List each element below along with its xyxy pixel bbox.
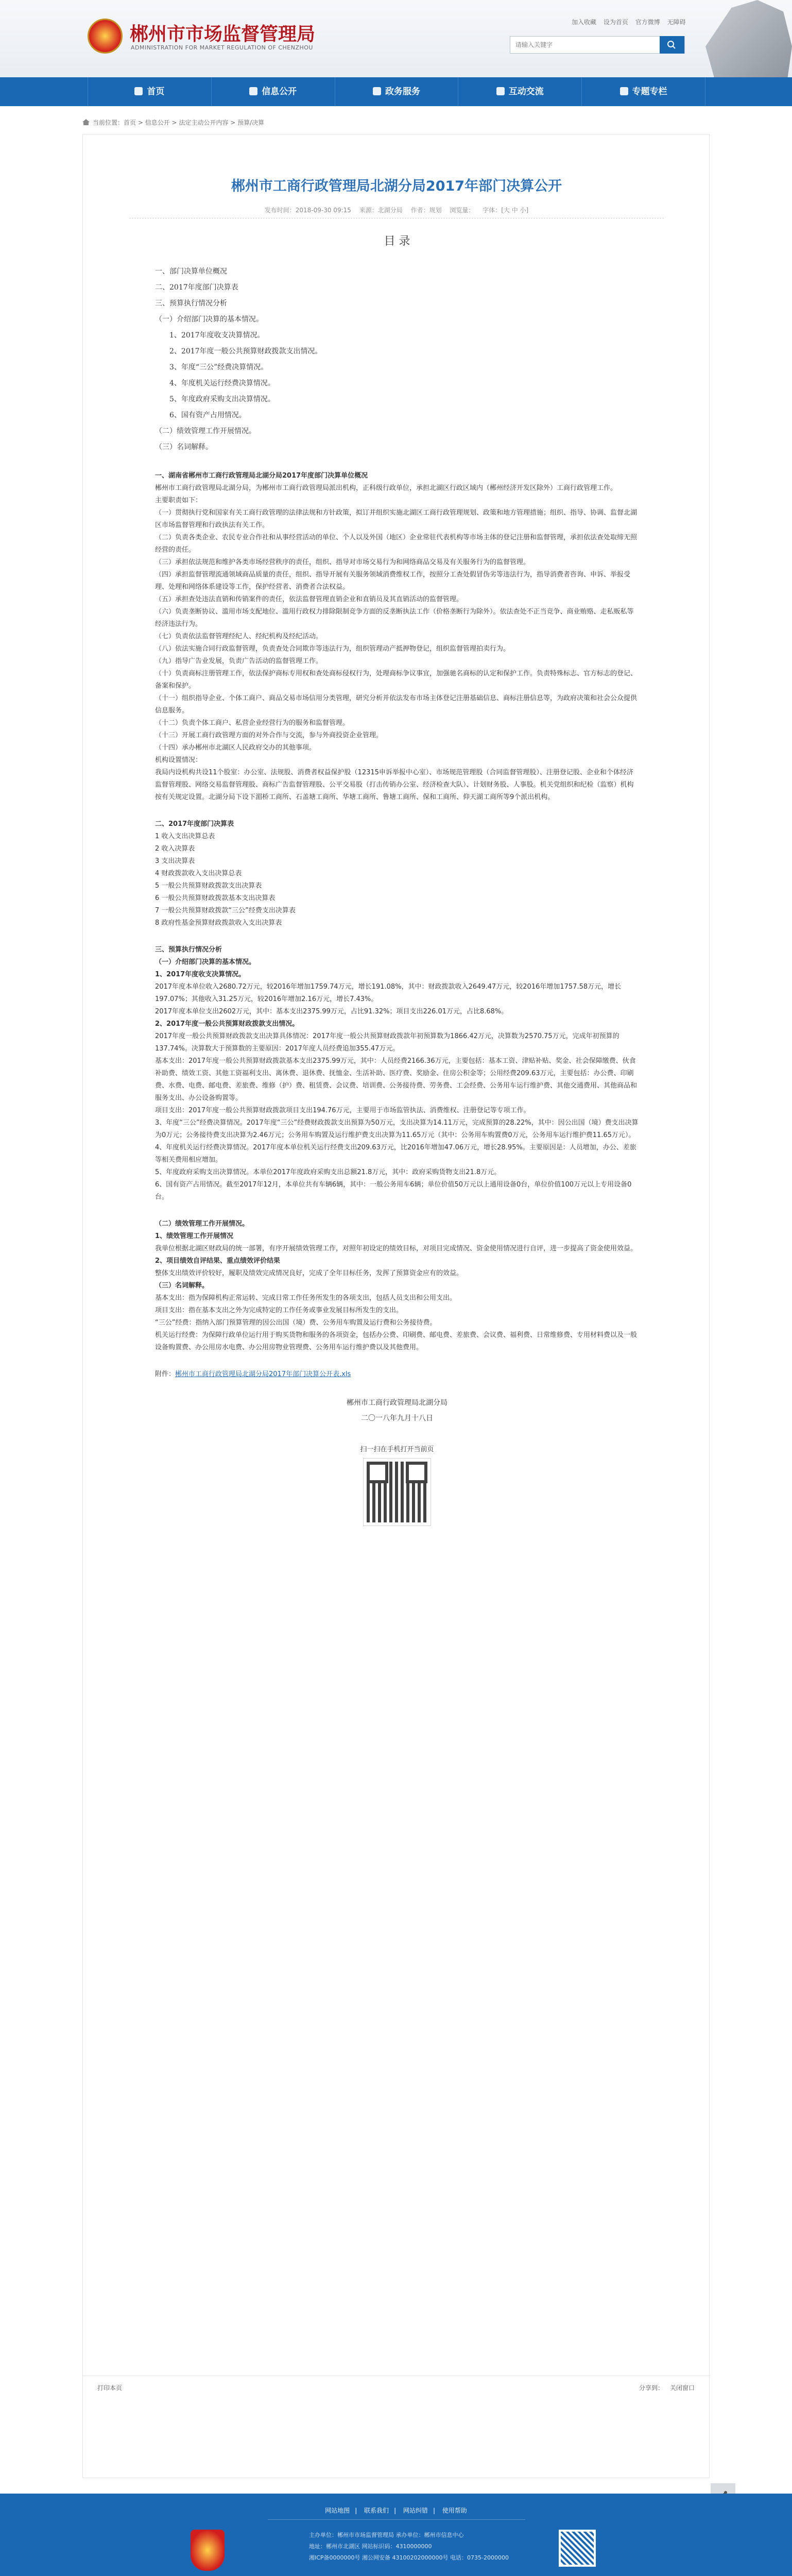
signature-org: 郴州市工商行政管理局北湖分局 xyxy=(347,1399,447,1407)
chat-icon xyxy=(496,87,505,95)
toc-item: 5、年度政府采购支出决算情况。 xyxy=(169,395,275,403)
paragraph: 2017年度本单位支出2602万元，其中：基本支出2375.99万元，占比91.32%；项目支出226.01万元，占比8.68%。 xyxy=(155,1008,508,1015)
list-item: 4 财政拨款收入支出决算总表 xyxy=(155,870,242,877)
paragraph: 主要职责如下： xyxy=(155,497,202,504)
list-item: 2 收入决算表 xyxy=(155,845,195,853)
main-nav xyxy=(0,77,792,106)
section-2 xyxy=(155,818,639,929)
paragraph: （六）负责垄断协议、滥用市场支配地位、滥用行政权力排除限制竞争方面的反垄断执法工作（价格垄断行为除外）。依法查处不正当竞争、商业贿赂、走私贩私等经济违法行为。 xyxy=(155,608,634,628)
paragraph: （十二）负责个体工商户、私营企业经营行为的服务和监督管理。 xyxy=(155,719,350,727)
paragraph: 机关运行经费：为保障行政单位运行用于购买货物和服务的各项资金，包括办公费、印刷费、邮电费、差旅费、会议费、福利费、日常维修费、专用材料费以及一般设备购置费、办公用房水电费、办公用房物业管理费、公务用车运行维护费以及其他费用。 xyxy=(155,1331,638,1351)
paragraph: （九）指导广告业发展，负责广告活动的监督管理工作。 xyxy=(155,657,323,665)
footer-link-report-error[interactable]: 网站纠错 xyxy=(403,2507,428,2514)
list-item: 8 政府性基金预算财政拨款收入支出决算表 xyxy=(155,919,282,927)
site-footer xyxy=(0,2494,792,2576)
footer-link-contact[interactable]: 联系我们 xyxy=(364,2507,389,2514)
paragraph: （四）承担监督管理流通领域商品质量的责任，组织、指导开展有关服务领域消费维权工作，按照分工查处假冒伪劣等违法行为，指导消费者咨询、申诉、举报受理、处理和网络体系建设等工作，保护经营者、消费者合法权益。 xyxy=(155,571,631,591)
paragraph: 机构设置情况： xyxy=(155,756,202,764)
toc-item: 一、部门决算单位概况 xyxy=(155,267,227,276)
search-icon xyxy=(667,40,676,49)
nav-interaction[interactable]: 互动交流 xyxy=(458,77,582,106)
signature xyxy=(155,1395,639,1426)
toc-item: 2、2017年度一般公共预算财政拨款支出情况。 xyxy=(169,347,322,355)
article-body xyxy=(155,227,639,1526)
top-links xyxy=(572,18,691,26)
paragraph: 2、项目绩效自评结果、重点绩效评价结果 xyxy=(155,1257,281,1265)
top-link-favorite[interactable]: 加入收藏 xyxy=(572,19,597,26)
section-heading: （二）绩效管理工作开展情况。 xyxy=(155,1220,249,1228)
paragraph: 项目支出：指在基本支出之外为完成特定的工作任务或事业发展目标所发生的支出。 xyxy=(155,1307,403,1314)
article-meta xyxy=(83,206,710,214)
toc-item: （一）介绍部门决算的基本情况。 xyxy=(155,315,263,324)
paragraph: （二）负责各类企业、农民专业合作社和从事经营活动的单位、个人以及外国（地区）企业常驻代表机构等市场主体的登记注册和监督管理，承担依法查处取缔无照经营的责任。 xyxy=(155,534,638,554)
emblem-logo[interactable] xyxy=(88,19,123,54)
site-header xyxy=(0,0,792,77)
attachment xyxy=(155,1368,639,1381)
font-size-control[interactable]: 字体：[大 中 小] xyxy=(483,207,529,214)
paragraph: 整体支出绩效评价较好，履职及绩效完成情况良好，完成了全年目标任务，发挥了预算资金应有的效益。 xyxy=(155,1269,463,1277)
toc-item: 4、年度机关运行经费决算情况。 xyxy=(169,379,275,387)
footer-info xyxy=(309,2530,546,2564)
breadcrumb-label: 当前位置： xyxy=(93,119,124,126)
info-icon xyxy=(249,87,257,95)
publish-date: 发布时间：2018-09-30 09:15 xyxy=(264,207,351,214)
service-icon xyxy=(373,87,381,95)
toc-item: 3、年度“三公”经费决算情况。 xyxy=(169,363,268,371)
view-count: 浏览量： xyxy=(450,207,475,214)
top-link-weibo[interactable]: 官方微博 xyxy=(635,19,660,26)
toc-item: 6、国有资产占用情况。 xyxy=(169,411,246,419)
footer-line: 湘ICP备0000000号 湘公网安备 43100202000000号 电话：0735-2000000 xyxy=(309,2554,509,2561)
subsection-heading: （一）介绍部门决算的基本情况。 xyxy=(155,958,256,966)
close-button[interactable]: 关闭窗口 xyxy=(670,2384,695,2392)
top-link-accessibility[interactable]: 无障碍 xyxy=(667,19,686,26)
section-3 xyxy=(155,944,639,1204)
location-icon xyxy=(82,119,90,125)
paragraph: （十一）组织指导企业、个体工商户、商品交易市场信用分类管理，研究分析并依法发布市场主体登记注册基础信息、商标注册信息等，为政府决策和社会公众提供信息服务。 xyxy=(155,694,638,715)
section-1 xyxy=(155,470,639,804)
paragraph: 基本支出：2017年度一般公共预算财政拨款基本支出2375.99万元，其中：人员经费2166.36万元，主要包括：基本工资、津贴补贴、奖金、社会保障缴费、伙食补助费、绩效工资、其他工资福利支出、离休费、退休费、抚恤金、生活补助、医疗费、奖励金、住房公积金等；公用经费209.63万元，主要包括：办公费、印刷费、水费、电费、邮电费、差旅费、维修（护）费、租赁费、会议费、培训费、公务接待费、劳务费、工会经费、公务用车运行维护费、其他交通费用、其他商品和服务支出、办公设备购置等。 xyxy=(155,1057,638,1102)
paragraph: 我单位根据北湖区财政局的统一部署，有序开展绩效管理工作，对照年初设定的绩效目标，对项目完成情况、资金使用情况进行自评，进一步提高了资金使用效益。 xyxy=(155,1245,638,1252)
paragraph: 2017年度本单位收入2680.72万元，较2016年增加1759.74万元，增长191.08%，其中：财政拨款收入2649.47万元，较2016年增加1757.58万元，增长197.07%；其他收入31.25万元，较2016年增加2.16万元，增长7.43%。 xyxy=(155,983,622,1003)
paragraph: （八）依法实施合同行政监督管理，负责查处合同欺诈等违法行为，组织管理动产抵押物登记，组织监督管理拍卖行为。 xyxy=(155,645,510,653)
toc-item: （二）绩效管理工作开展情况。 xyxy=(155,427,256,435)
party-government-emblem[interactable] xyxy=(191,2530,225,2571)
paragraph: 2017年度一般公共预算财政拨款支出决算具体情况：2017年度一般公共预算财政拨款年初预算数为1866.42万元，决算数为2570.75万元，完成年初预算的137.74%。决算数大于预算数的主要原因：2017年度人员经费追加355.47万元。 xyxy=(155,1032,619,1053)
paragraph: （十）负责商标注册管理工作，依法保护商标专用权和查处商标侵权行为，处理商标争议事宜，加强驰名商标的认定和保护工作。负责特殊标志、官方标志的登记、备案和保护。 xyxy=(155,670,638,690)
list-item: 7 一般公共预算财政拨款“三公”经费支出决算表 xyxy=(155,907,296,914)
nav-info-disclosure[interactable]: 信息公开 xyxy=(212,77,335,106)
signature-date: 二〇一八年九月十八日 xyxy=(361,1414,433,1422)
paragraph: 基本支出：指为保障机构正常运转、完成日常工作任务所发生的各项支出，包括人员支出和公用支出。 xyxy=(155,1294,457,1302)
paragraph: 6、国有资产占用情况。截至2017年12月，本单位共有车辆6辆，其中：一般公务用车6辆；单位价值50万元以上通用设备0台，单位价值100万元以上专用设备0台。 xyxy=(155,1181,632,1201)
breadcrumb-path[interactable]: 首页 > 信息公开 > 法定主动公开内容 > 预算/决算 xyxy=(124,119,265,126)
search-box xyxy=(510,36,685,54)
paragraph: 5、年度政府采购支出决算情况。本单位2017年度政府采购支出总额21.8万元，其中：政府采购货物支出21.8万元。 xyxy=(155,1168,501,1176)
list-item: 3 支出决算表 xyxy=(155,857,195,865)
footer-link-sitemap[interactable]: 网站地图 xyxy=(325,2507,350,2514)
paragraph: 郴州市工商行政管理局北湖分局，为郴州市工商行政管理局派出机构，正科级行政单位，承担北湖区行政区域内（郴州经济开发区除外）工商行政管理工作。 xyxy=(155,484,617,492)
paragraph: （三）名词解释。 xyxy=(155,1282,209,1290)
site-name[interactable]: 郴州市市场监督管理局 xyxy=(130,23,316,45)
home-icon xyxy=(134,87,143,95)
search-input[interactable] xyxy=(510,37,660,53)
paragraph: （五）承担查处违法直销和传销案件的责任，依法监督管理直销企业和直销员及其直销活动的监督管理。 xyxy=(155,596,463,603)
paragraph: 1、2017年度收支决算情况。 xyxy=(155,971,246,978)
toc-title: 目 录 xyxy=(384,235,410,248)
share-label[interactable]: 分享到： xyxy=(639,2384,664,2392)
page-qr-code xyxy=(364,1459,431,1526)
nav-special-topics[interactable]: 专题专栏 xyxy=(582,77,705,106)
nav-home[interactable]: 首页 xyxy=(88,77,212,106)
toc-item: 二、2017年度部门决算表 xyxy=(155,283,238,292)
article-tools xyxy=(83,2376,710,2396)
paragraph: （十四）承办郴州市北湖区人民政府交办的其他事项。 xyxy=(155,744,316,752)
paragraph: “三公”经费：指纳入部门预算管理的因公出国（境）费、公务用车购置及运行费和公务接待费。 xyxy=(155,1319,437,1327)
paragraph: 2、2017年度一般公共预算财政拨款支出情况。 xyxy=(155,1020,299,1028)
list-item: 1 收入支出决算总表 xyxy=(155,833,215,840)
footer-link-help[interactable]: 使用帮助 xyxy=(442,2507,467,2514)
list-item: 5 一般公共预算财政拨款支出决算表 xyxy=(155,882,262,890)
footer-links: 网站地图 | 联系我们 | 网站纠错 | 使用帮助 xyxy=(325,2507,467,2514)
paragraph: 3、年度“三公”经费决算情况。2017年度“三公”经费财政拨款支出预算为50万元，支出决算为14.11万元，完成预算的28.22%，其中：因公出国（境）费支出决算为0万元；公务接待费支出决算为2.46万元；公务用车购置及运行维护费支出决算为11.65万元（其中：公务用车购置费0万元，公务用车运行维护费11.65万元）。 xyxy=(155,1119,639,1139)
toc-item: 1、2017年度收支决算情况。 xyxy=(169,331,265,340)
section-heading: 一、湖南省郴州市工商行政管理局北湖分局2017年度部门决算单位概况 xyxy=(155,472,368,480)
article-title: 郴州市工商行政管理局北湖分局2017年部门决算公开 xyxy=(231,178,562,194)
table-of-contents xyxy=(155,264,639,455)
footer-line: 主办单位：郴州市市场监督管理局 承办单位：郴州市信息中心 xyxy=(309,2532,464,2538)
paragraph: （十三）开展工商行政管理方面的对外合作与交流，参与外商投资企业管理。 xyxy=(155,732,383,739)
attachment-label: 附件： xyxy=(155,1370,176,1378)
search-button[interactable] xyxy=(660,36,684,54)
footer-line: 地址：郴州市北湖区 网站标识码：4310000000 xyxy=(309,2543,432,2550)
lion-statue-image xyxy=(705,0,792,77)
paragraph: 项目支出：2017年度一般公共预算财政拨款项目支出194.76万元，主要用于市场监管执法、消费维权、注册登记等专项工作。 xyxy=(155,1107,530,1114)
article-source: 来源：北湖分局 xyxy=(359,207,403,214)
breadcrumb xyxy=(82,114,710,131)
paragraph: （一）贯彻执行党和国家有关工商行政管理的法律法规和方针政策，拟订并组织实施北湖区工商行政管理规划、政策和地方管理措施；组织、指导、协调、监督北湖区市场监督管理和行政执法有关工作。 xyxy=(155,509,638,529)
attachment-link[interactable]: 郴州市工商行政管理局北湖分局2017年部门决算公开表.xls xyxy=(175,1370,351,1378)
toc-item: 三、预算执行情况分析 xyxy=(155,299,227,308)
topic-icon xyxy=(620,87,628,95)
paragraph: 4、年度机关运行经费决算情况。2017年度本单位机关运行经费支出209.63万元，比2016年增加47.06万元，增长28.95%。主要原因是：人员增加，办公、差旅等相关费用相应增加。 xyxy=(155,1144,636,1164)
footer-qr-code xyxy=(559,2530,596,2567)
section-heading: 二、2017年度部门决算表 xyxy=(155,820,234,828)
paragraph: （三）承担依法规范和维护各类市场经营秩序的责任，组织、指导对市场交易行为和网络商品交易及有关服务行为的监督管理。 xyxy=(155,558,530,566)
qr-title: 扫一扫在手机打开当前页 xyxy=(360,1446,434,1453)
top-link-homepage[interactable]: 设为首页 xyxy=(603,19,628,26)
paragraph: 我局内设机构共设11个股室：办公室、法规股、消费者权益保护股（12315申诉举报中心室）、市场规范管理股（合同监督管理股）、注册登记股、企业和个体经济监督管理股、网络交易监督管理股、商标广告监督管理股、公平交易股（打击传销办公室、经济检查大队）、计划财务股、人事股。机关党组织和纪检（监察）机构按有关规定设置。北湖分局下设下湄桥工商所、石盖塘工商所、华塘工商所、鲁塘工商所、保和工商所、仰天湖工商所等9个派出机构。 xyxy=(155,769,634,801)
article-container xyxy=(82,134,710,2478)
nav-services[interactable]: 政务服务 xyxy=(335,77,459,106)
paragraph: 1、绩效管理工作开展情况 xyxy=(155,1232,234,1240)
section-heading: 三、预算执行情况分析 xyxy=(155,946,222,954)
section-4 xyxy=(155,1218,639,1354)
paragraph: （七）负责依法监督管理经纪人、经纪机构及经纪活动。 xyxy=(155,633,323,640)
site-subtitle: ADMINISTRATION FOR MARKET REGULATION OF CHENZHOU xyxy=(131,44,313,51)
list-item: 6 一般公共预算财政拨款基本支出决算表 xyxy=(155,894,276,902)
print-button[interactable]: 打印本页 xyxy=(97,2384,123,2392)
article-author: 作者：规划 xyxy=(410,207,442,214)
footer-divider xyxy=(268,2519,525,2520)
toc-item: （三）名词解释。 xyxy=(155,443,213,451)
